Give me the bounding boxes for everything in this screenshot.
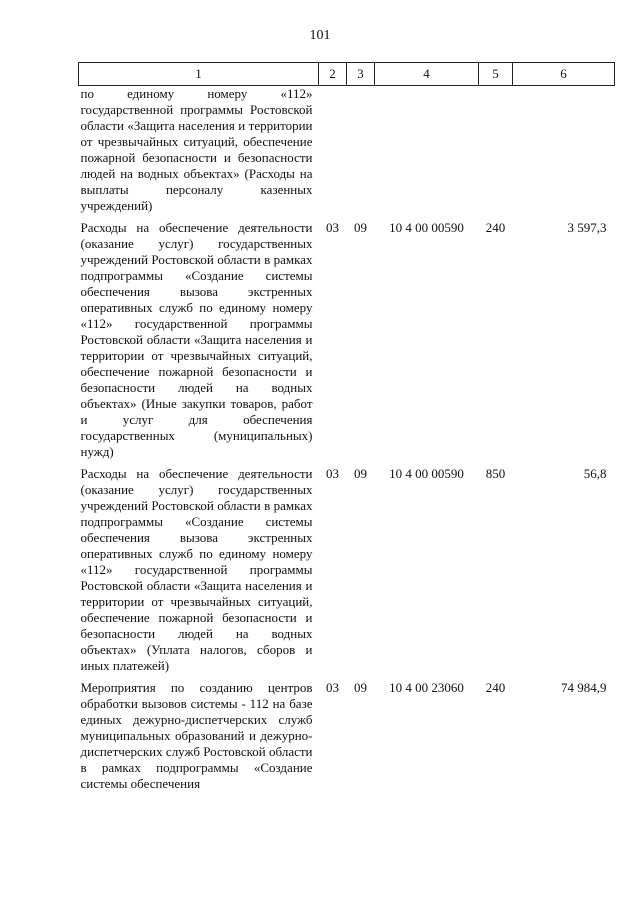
row-subsection [347, 86, 375, 215]
table-row [79, 220, 615, 460]
header-col-2: 2 [319, 63, 347, 86]
row-expense-type: 850 [485, 466, 506, 481]
row-description: Расходы на обеспечение деятельности (оказание услуг) государственных учреждений Ростовской области в рамках подпрограммы «Создание системы обеспечения вызова экстренных оперативных служб по единому номеру «112» государственной программы Ростовской области «Защита населения и территории от чрезвычайных ситуаций, обеспечение пожарной безопасности и безопасности людей на водных объектах» (Иные закупки товаров, работ и услуг для обеспечения государственных (муниципальных) нужд) [80, 220, 313, 459]
header-col-1: 1 [79, 63, 319, 86]
table-header [79, 63, 615, 86]
row-target-article: 10 4 00 23060 [389, 680, 464, 695]
row-section: 03 [326, 680, 339, 695]
row-target-article [375, 86, 479, 215]
row-section: 03 [326, 466, 339, 481]
row-amount: 74 984,9 [561, 680, 607, 695]
row-section: 03 [326, 220, 339, 235]
row-target-article: 10 4 00 00590 [389, 466, 464, 481]
row-description: по единому номеру «112» государственной программы Ростовской области «Защита населения и территории от чрезвычайных ситуаций, обеспечение пожарной безопасности и безопасности людей на водных объектах» (Расходы на выплаты персоналу казенных учреждений) [80, 86, 313, 213]
header-col-3: 3 [347, 63, 375, 86]
row-amount: 3 597,3 [567, 220, 607, 235]
table-row [79, 680, 615, 792]
header-col-6: 6 [513, 63, 615, 86]
header-col-5: 5 [479, 63, 513, 86]
row-description: Мероприятия по созданию центров обработки вызовов системы - 112 на базе единых дежурно-диспетчерских служб муниципальных образований и дежурно-диспетчерских служб Ростовской области в рамках подпрограммы «Создание системы обеспечения [80, 680, 313, 791]
row-subsection: 09 [354, 220, 367, 235]
row-expense-type [479, 86, 513, 215]
table-row [79, 466, 615, 674]
row-amount: 56,8 [583, 466, 607, 481]
row-expense-type: 240 [485, 220, 506, 235]
table-row [79, 86, 615, 215]
row-description: Расходы на обеспечение деятельности (оказание услуг) государственных учреждений Ростовской области в рамках подпрограммы «Создание системы обеспечения вызова экстренных оперативных служб по единому номеру «112» государственной программы Ростовской области «Защита населения и территории от чрезвычайных ситуаций, обеспечение пожарной безопасности и безопасности людей на водных объектах» (Уплата налогов, сборов и иных платежей) [80, 466, 313, 673]
row-subsection: 09 [354, 466, 367, 481]
row-section [319, 86, 347, 215]
budget-table [78, 62, 615, 792]
row-amount [513, 86, 615, 215]
row-subsection: 09 [354, 680, 367, 695]
page-number: 101 [309, 28, 331, 43]
row-target-article: 10 4 00 00590 [389, 220, 464, 235]
header-col-4: 4 [375, 63, 479, 86]
row-expense-type: 240 [485, 680, 506, 695]
